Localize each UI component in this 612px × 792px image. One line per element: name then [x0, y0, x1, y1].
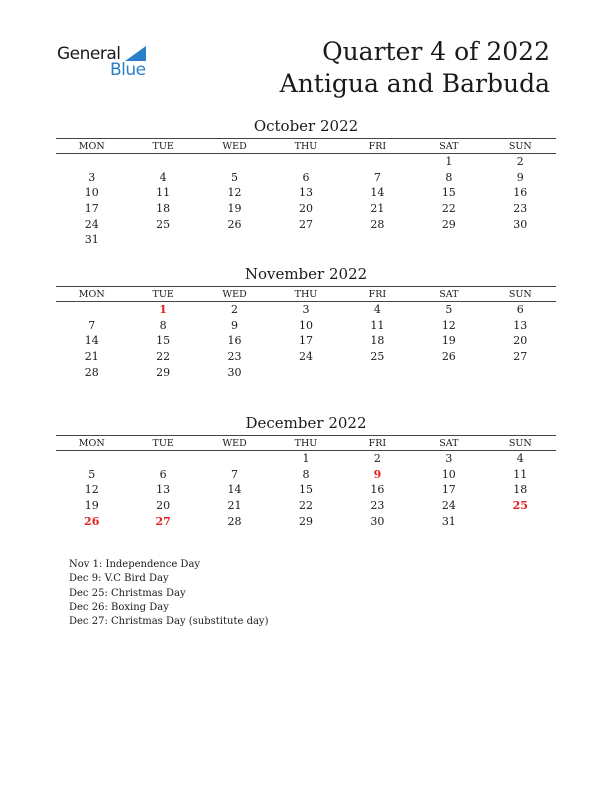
empty-day-cell [56, 154, 127, 170]
day-cell: 29 [156, 365, 171, 379]
day-cell: 27 [298, 217, 313, 231]
day-cell: 2 [231, 303, 239, 317]
empty-day-cell [485, 513, 556, 529]
day-cell: 5 [445, 303, 453, 317]
calendar-table [56, 286, 556, 380]
empty-day-cell [485, 364, 556, 380]
day-cell: 22 [298, 499, 313, 513]
day-cell: 9 [373, 467, 382, 481]
day-cell: 16 [370, 483, 385, 497]
week-row [56, 154, 556, 170]
day-cell: 24 [84, 217, 99, 231]
empty-day-cell [413, 232, 484, 248]
week-row [56, 498, 556, 514]
day-cell: 26 [227, 217, 242, 231]
day-cell: 14 [84, 334, 99, 348]
week-row [56, 451, 556, 467]
day-cell: 19 [441, 334, 456, 348]
empty-day-cell [270, 232, 341, 248]
week-row [56, 467, 556, 483]
month-title: December 2022 [245, 414, 367, 432]
day-cell: 14 [370, 186, 385, 200]
week-row [56, 349, 556, 365]
title-country: Antigua and Barbuda [279, 69, 550, 98]
day-cell: 16 [227, 334, 242, 348]
day-cell: 13 [513, 318, 528, 332]
month-title: October 2022 [253, 117, 359, 135]
weekday-header: SAT [413, 436, 484, 451]
day-cell: 21 [84, 350, 99, 364]
day-cell: 7 [373, 170, 381, 184]
week-row [56, 201, 556, 217]
day-cell: 29 [441, 217, 456, 231]
day-cell: 10 [298, 318, 313, 332]
month-title: November 2022 [244, 265, 368, 283]
day-cell: 13 [156, 483, 171, 497]
day-cell: 10 [441, 467, 456, 481]
day-cell: 31 [84, 233, 99, 247]
weekday-header: WED [199, 436, 270, 451]
day-cell: 18 [156, 202, 171, 216]
day-cell: 15 [156, 334, 171, 348]
day-cell: 11 [513, 467, 528, 481]
weekday-header: TUE [127, 139, 198, 154]
day-cell: 13 [298, 186, 313, 200]
month-november [56, 264, 556, 380]
day-cell: 2 [516, 155, 524, 169]
day-cell: 3 [88, 170, 96, 184]
generalblue-logo [57, 44, 157, 84]
day-cell: 24 [298, 350, 313, 364]
day-cell: 16 [513, 186, 528, 200]
day-cell: 30 [370, 514, 385, 528]
month-december [56, 413, 556, 529]
weekday-header: SAT [413, 287, 484, 302]
day-cell: 23 [227, 350, 242, 364]
day-cell: 12 [227, 186, 242, 200]
day-cell: 6 [516, 303, 524, 317]
empty-day-cell [199, 154, 270, 170]
day-cell: 29 [298, 514, 313, 528]
empty-day-cell [485, 232, 556, 248]
empty-day-cell [413, 364, 484, 380]
weekday-header: TUE [127, 287, 198, 302]
weekday-header: THU [270, 436, 341, 451]
day-cell: 30 [513, 217, 528, 231]
day-cell: 1 [302, 452, 310, 466]
day-cell: 28 [84, 365, 99, 379]
day-cell: 26 [441, 350, 456, 364]
empty-day-cell [270, 154, 341, 170]
day-cell: 9 [516, 170, 524, 184]
day-cell: 17 [298, 334, 313, 348]
weekday-header: FRI [342, 139, 413, 154]
weekday-header: FRI [342, 436, 413, 451]
holiday-note: Dec 25: Christmas Day [69, 587, 186, 599]
empty-day-cell [127, 232, 198, 248]
week-row [56, 170, 556, 186]
day-cell: 20 [156, 499, 171, 513]
day-cell: 23 [513, 202, 528, 216]
empty-day-cell [342, 232, 413, 248]
week-row [56, 318, 556, 334]
day-cell: 25 [156, 217, 171, 231]
holiday-note: Dec 27: Christmas Day (substitute day) [69, 616, 269, 628]
day-cell: 8 [159, 318, 167, 332]
day-cell: 11 [156, 186, 171, 200]
week-row [56, 232, 556, 248]
holiday-note: Nov 1: Independence Day [69, 559, 201, 570]
weekday-header: SUN [485, 436, 556, 451]
weekday-header: TUE [127, 436, 198, 451]
day-cell: 19 [227, 202, 242, 216]
logo-text-blue: Blue [110, 60, 146, 80]
day-cell: 20 [513, 334, 528, 348]
day-cell: 4 [516, 452, 524, 466]
day-cell: 8 [302, 467, 310, 481]
day-cell: 18 [370, 334, 385, 348]
weekday-header: THU [270, 287, 341, 302]
day-cell: 28 [370, 217, 385, 231]
day-cell: 24 [441, 499, 456, 513]
day-cell: 25 [512, 499, 528, 513]
logo-triangle-icon [125, 46, 146, 61]
day-cell: 4 [373, 303, 381, 317]
weekday-header: THU [270, 139, 341, 154]
day-cell: 22 [156, 350, 171, 364]
week-row [56, 482, 556, 498]
holiday-notes [69, 558, 268, 629]
day-cell: 25 [370, 350, 385, 364]
day-cell: 4 [159, 170, 167, 184]
day-cell: 3 [445, 452, 453, 466]
day-cell: 3 [302, 303, 310, 317]
day-cell: 12 [441, 318, 456, 332]
month-october [56, 116, 556, 248]
empty-day-cell [270, 364, 341, 380]
holiday-note: Dec 26: Boxing Day [69, 601, 169, 613]
empty-day-cell [199, 232, 270, 248]
day-cell: 27 [513, 350, 528, 364]
weekday-header: WED [199, 287, 270, 302]
empty-day-cell [127, 154, 198, 170]
day-cell: 30 [227, 365, 242, 379]
day-cell: 22 [441, 202, 456, 216]
weekday-header: MON [56, 436, 127, 451]
weekday-header: MON [56, 139, 127, 154]
holiday-note: Dec 9: V.C Bird Day [69, 573, 169, 585]
day-cell: 15 [441, 186, 456, 200]
day-cell: 28 [227, 514, 242, 528]
day-cell: 11 [370, 318, 385, 332]
weekday-header: FRI [342, 287, 413, 302]
weekday-header: SUN [485, 139, 556, 154]
day-cell: 26 [84, 514, 100, 528]
day-cell: 10 [84, 186, 99, 200]
calendar-table [56, 435, 556, 529]
empty-day-cell [56, 302, 127, 318]
page-title [280, 36, 550, 100]
day-cell: 17 [84, 202, 99, 216]
day-cell: 12 [84, 483, 99, 497]
day-cell: 5 [231, 170, 239, 184]
day-cell: 1 [159, 303, 167, 317]
day-cell: 31 [441, 514, 456, 528]
day-cell: 18 [513, 483, 528, 497]
empty-day-cell [342, 154, 413, 170]
day-cell: 17 [441, 483, 456, 497]
day-cell: 14 [227, 483, 242, 497]
day-cell: 6 [302, 170, 310, 184]
weekday-header: SUN [485, 287, 556, 302]
empty-day-cell [127, 451, 198, 467]
day-cell: 7 [231, 467, 239, 481]
day-cell: 23 [370, 499, 385, 513]
day-cell: 5 [88, 467, 96, 481]
day-cell: 27 [155, 514, 171, 528]
calendar-table [56, 138, 556, 248]
weekday-header: SAT [413, 139, 484, 154]
day-cell: 15 [298, 483, 313, 497]
day-cell: 9 [231, 318, 239, 332]
week-row [56, 216, 556, 232]
day-cell: 21 [227, 499, 242, 513]
week-row [56, 185, 556, 201]
day-cell: 19 [84, 499, 99, 513]
day-cell: 20 [298, 202, 313, 216]
title-quarter: Quarter 4 of 2022 [322, 37, 550, 66]
logo-text-general: General [57, 44, 121, 64]
week-row [56, 302, 556, 318]
empty-day-cell [342, 364, 413, 380]
empty-day-cell [56, 451, 127, 467]
day-cell: 21 [370, 202, 385, 216]
day-cell: 2 [373, 452, 381, 466]
day-cell: 7 [88, 318, 96, 332]
week-row [56, 513, 556, 529]
weekday-header: MON [56, 287, 127, 302]
weekday-header: WED [199, 139, 270, 154]
day-cell: 8 [445, 170, 453, 184]
empty-day-cell [199, 451, 270, 467]
week-row [56, 333, 556, 349]
week-row [56, 364, 556, 380]
day-cell: 6 [159, 467, 167, 481]
day-cell: 1 [445, 155, 453, 169]
